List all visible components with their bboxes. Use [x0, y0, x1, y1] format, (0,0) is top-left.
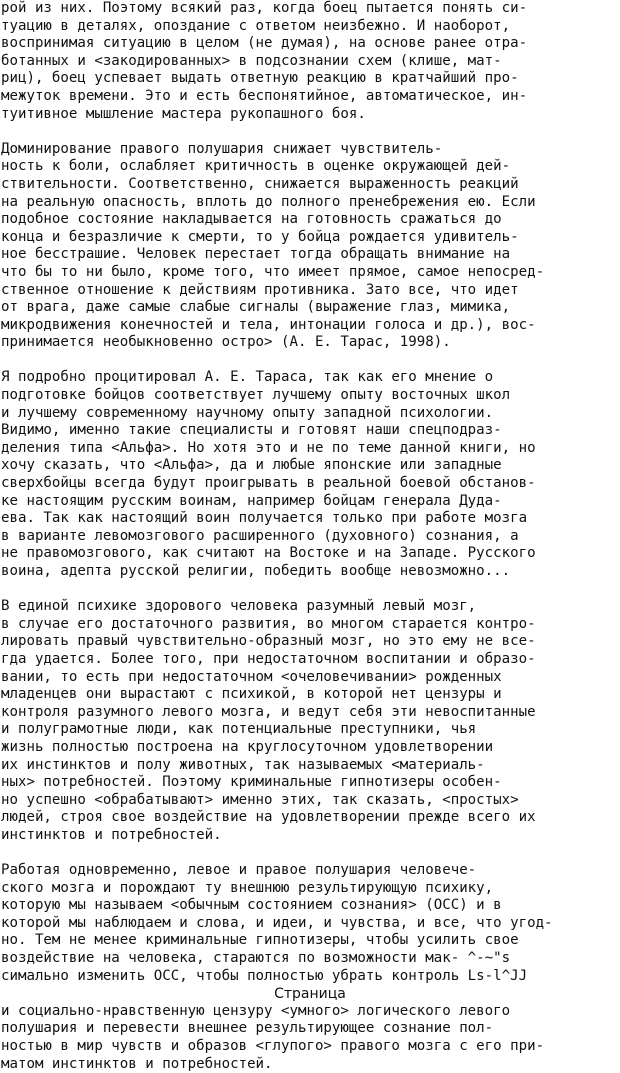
page-footer-label: Страница [274, 986, 346, 1002]
text-line: межуток времени. Это и есть беспонятийное, автоматическое, ин- [1, 87, 528, 104]
document-body [1, 0, 620, 1073]
text-line: воздействие на человека, стараются по возможности мак- ^-~"s [1, 950, 511, 967]
text-line: туацию в деталях, опоздание с ответом неизбежно. И наоборот, [1, 17, 511, 34]
text-line: Видимо, именно такие специалисты и готовят наши спецподраз- [1, 422, 502, 439]
text-line: Я подробно процитировал А. Е. Тараса, так как его мнение о [1, 369, 494, 386]
text-line: туитивное мышление мастера рукопашного боя. [1, 105, 366, 122]
text-line: их инстинктов и полу животных, так называемых <материаль- [1, 756, 485, 773]
text-line: риц), боец успевает выдать ответную реакцию в кратчайший про- [1, 70, 519, 87]
text-line: контроля разумного левого мозга, и ведут себя эти невоспитанные [1, 703, 536, 720]
text-line: которой мы наблюдаем и слова, и идеи, и чувства, и все, что угод- [1, 914, 553, 931]
text-line: и социально-нравственную цензуру <умного> логического левого [1, 1002, 511, 1019]
text-line: инстинктов и потребностей. [1, 826, 222, 843]
text-line: ностью в мир чувств и образов <глупого> правого мозга с его при- [1, 1038, 545, 1055]
text-line: ева. Так как настоящий воин получается только при работе мозга [1, 510, 528, 527]
text-line: сверхбойцы всегда будут проигрывать в реальной боевой обстанов- [1, 475, 536, 492]
text-line: на реальную опасность, вплоть до полного пренебрежения ею. Если [1, 193, 536, 210]
text-line: рой из них. Поэтому всякий раз, когда боец пытается понять си- [1, 0, 528, 16]
text-line: ственное отношение к действиям противника. Зато все, что идет [1, 281, 519, 298]
text-line: ное бесстрашие. Человек перестает тогда обращать внимание на [1, 246, 511, 263]
paragraph [1, 369, 620, 580]
text-line: принимается необыкновенно остро> (А. Е. Тарас, 1998). [1, 334, 451, 351]
text-line: ствительности. Соответственно, снижается выраженность реакций [1, 175, 519, 192]
text-line: ботанных и <закодированных> в подсознании схем (клише, мат- [1, 52, 502, 69]
text-line: вании, то есть при недостаточном <очеловечивании> рожденных [1, 668, 502, 685]
paragraph [1, 1003, 620, 1073]
paragraph [1, 141, 620, 352]
text-line: хочу сказать, что <Альфа>, да и любые японские или западные [1, 457, 502, 474]
text-line: подобное состояние накладывается на готовность сражаться до [1, 211, 502, 228]
text-line: Работая одновременно, левое и правое полушария человече- [1, 862, 477, 879]
text-line: в варианте левомозгового расширенного (духовного) сознания, а [1, 527, 519, 544]
text-line: что бы то ни было, кроме того, что имеет прямое, самое непосред- [1, 263, 545, 280]
text-line: но. Тем не менее криминальные гипнотизеры, чтобы усилить свое [1, 932, 519, 949]
text-line: и полуграмотные люди, как потенциальные преступники, чья [1, 721, 477, 738]
text-line: жизнь полностью построена на круглосуточном удовлетворении [1, 738, 494, 755]
text-line: Доминирование правого полушария снижает чувствитель- [1, 140, 443, 157]
text-line: воина, адепта русской религии, победить вообще невозможно... [1, 563, 511, 579]
paragraph [1, 598, 620, 844]
text-line: и лучшему современному научному опыту западной психологии. [1, 404, 494, 421]
paragraph-gap [1, 352, 620, 370]
text-line: конца и безразличие к смерти, то у бойца рождается удивитель- [1, 228, 519, 245]
text-line: ность к боли, ослабляет критичность в оценке окружающей дей- [1, 158, 511, 175]
paragraph-gap [1, 845, 620, 863]
text-line: воспринимая ситуацию в целом (не думая), на основе ранее отра- [1, 35, 528, 52]
text-line: в случае его достаточного развития, во многом старается контро- [1, 615, 536, 632]
text-line: ных> потребностей. Поэтому криминальные гипнотизеры особен- [1, 774, 502, 791]
text-line: не правомозгового, как считают на Востоке и на Западе. Русского [1, 545, 536, 562]
text-line: гда удается. Более того, при недостаточном воспитании и образо- [1, 650, 536, 667]
text-line: которую мы называем <обычным состоянием сознания> (ОСС) и в [1, 897, 502, 914]
text-line: матом инстинктов и потребностей. [1, 1055, 273, 1072]
text-line: лировать правый чувствительно-образный мозг, но это ему не все- [1, 633, 536, 650]
text-line: симально изменить ОСС, чтобы полностью убрать контроль Ls-l^JJ [1, 967, 528, 984]
text-line: подготовке бойцов соответствует лучшему опыту восточных школ [1, 387, 511, 404]
text-line: людей, строя свое воздействие на удовлетворении прежде всего их [1, 809, 536, 826]
text-line: но успешно <обрабатывают> именно этих, так сказать, <простых> [1, 791, 519, 808]
paragraph [1, 0, 620, 123]
text-line: полушария и перевести внешнее результирующее сознание пол- [1, 1020, 494, 1037]
text-line: микродвижения конечностей и тела, интонации голоса и др.), вос- [1, 316, 536, 333]
paragraph-gap [1, 123, 620, 141]
text-line: младенцев они вырастают с психикой, в которой нет цензуры и [1, 686, 502, 703]
text-line: ке настоящим русским воинам, например бойцам генерала Дуда- [1, 492, 502, 509]
paragraph-gap [1, 581, 620, 599]
text-line: ского мозга и порождают ту внешнюю результирующую психику, [1, 879, 494, 896]
paragraph [1, 862, 620, 985]
text-line: от врага, даже самые слабые сигналы (выражение глаз, мимика, [1, 299, 511, 316]
text-line: деления типа <Альфа>. Но хотя это и не по теме данной книги, но [1, 439, 536, 456]
text-line: В единой психике здорового человека разумный левый мозг, [1, 598, 477, 615]
